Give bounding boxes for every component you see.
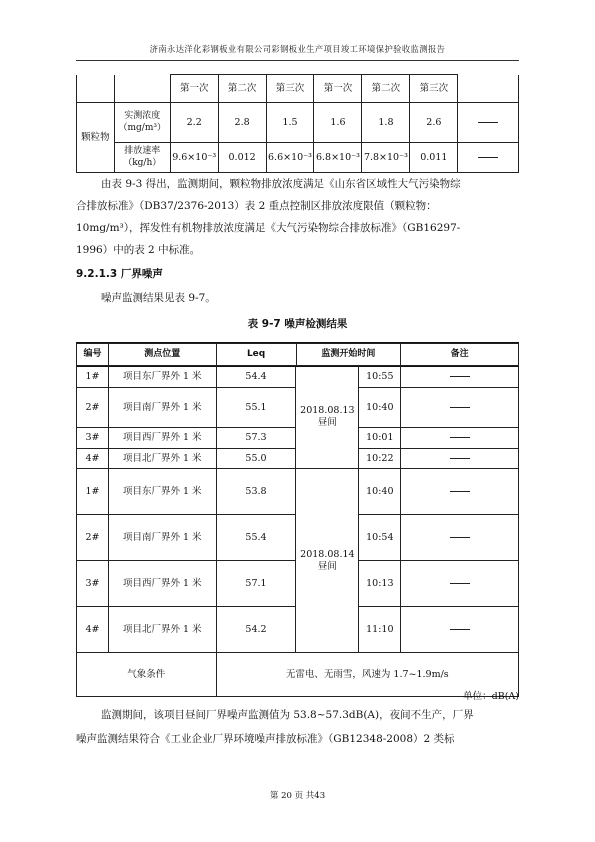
value-cell: 2.2	[170, 103, 218, 143]
col-header: 编号	[77, 344, 109, 366]
dash-cell	[401, 428, 519, 449]
noise-table	[76, 343, 519, 366]
dash-cell	[401, 388, 519, 428]
unit-label: 单位：dB(A)	[463, 691, 519, 702]
weather-value: 无雷电、无雨雪，风速为 1.7~1.9m/s	[216, 653, 518, 697]
col-header: Leq	[216, 344, 296, 366]
paragraph-line: 10mg/m³），挥发性有机物排放浓度满足《大气污染物综合排放标准》（GB16297-	[76, 222, 461, 234]
value-cell: 7.8×10⁻³	[362, 143, 410, 173]
table-cell: 4#	[77, 449, 109, 469]
table-cell: 1#	[77, 366, 109, 388]
col-header: 第三次	[410, 75, 458, 103]
value-cell: 6.6×10⁻³	[266, 143, 314, 173]
col-header: 第二次	[362, 75, 410, 103]
dash-cell	[401, 607, 519, 653]
value-cell: 2.6	[410, 103, 458, 143]
date-cell	[296, 366, 359, 469]
header-rule	[76, 60, 519, 61]
section-title: 9.2.1.3 厂界噪声	[76, 268, 163, 280]
noise-table-body	[76, 365, 519, 697]
table-cell: 项目东厂界外 1 米	[108, 469, 216, 515]
table-cell: 项目南厂界外 1 米	[108, 515, 216, 561]
col-header: 第一次	[314, 75, 362, 103]
table-cell: 3#	[77, 561, 109, 607]
category-label: 颗粒物	[77, 103, 115, 173]
blank-cell	[458, 75, 519, 103]
page-footer: 第 20 页 共43	[269, 791, 326, 801]
dash-cell	[401, 515, 519, 561]
dash-cell	[458, 143, 519, 173]
table-cell: 4#	[77, 607, 109, 653]
dash-cell	[401, 561, 519, 607]
table-cell: 57.3	[216, 428, 296, 449]
blank-cell	[114, 75, 170, 103]
value-cell: 0.012	[218, 143, 266, 173]
dash-cell	[401, 469, 519, 515]
value-cell: 9.6×10⁻³	[170, 143, 218, 173]
value-cell: 6.8×10⁻³	[314, 143, 362, 173]
date-text: 2018.08.13	[300, 405, 355, 417]
value-cell: 2.8	[218, 103, 266, 143]
table-cell: 11:10	[359, 607, 401, 653]
paragraph-line: 1996）中的表 2 中标准。	[76, 244, 201, 256]
row-label: 排放速率（kg/h）	[114, 143, 170, 173]
col-header: 备注	[401, 344, 519, 366]
paragraph-line: 监测期间，该项目昼间厂界噪声监测值为 53.8~57.3dB(A)，夜间不生产，厂界	[101, 709, 474, 721]
table-cell: 项目东厂界外 1 米	[108, 366, 216, 388]
col-header: 测点位置	[108, 344, 216, 366]
date-text: 2018.08.14	[300, 548, 355, 560]
table-cell: 项目南厂界外 1 米	[108, 388, 216, 428]
table-cell: 55.0	[216, 449, 296, 469]
table-cell: 55.4	[216, 515, 296, 561]
table-cell: 项目北厂界外 1 米	[108, 607, 216, 653]
period-text: 昼间	[317, 560, 337, 572]
table-cell: 53.8	[216, 469, 296, 515]
paragraph-line: 由表 9-3 得出，监测期间，颗粒物排放浓度满足《山东省区域性大气污染物综	[101, 178, 461, 190]
table-cell: 57.1	[216, 561, 296, 607]
page-header: 济南永达洋化彩钢板业有限公司彩钢板业生产项目竣工环境保护验收监测报告	[149, 44, 446, 54]
table-cell: 项目西厂界外 1 米	[108, 561, 216, 607]
table-cell: 10:54	[359, 515, 401, 561]
row-label: 实测浓度（mg/m³）	[114, 103, 170, 143]
table-cell: 54.2	[216, 607, 296, 653]
paragraph-line: 合排放标准》（DB37/2376-2013）表 2 重点控制区排放浓度限值（颗粒物：	[76, 200, 437, 212]
table-cell: 10:01	[359, 428, 401, 449]
col-header: 第一次	[170, 75, 218, 103]
date-cell	[296, 469, 359, 653]
table-cell: 10:13	[359, 561, 401, 607]
blank-cell	[77, 75, 115, 103]
paragraph-line: 噪声监测结果见表 9-7。	[101, 292, 216, 304]
value-cell: 1.8	[362, 103, 410, 143]
value-cell: 1.6	[314, 103, 362, 143]
table-cell: 54.4	[216, 366, 296, 388]
weather-label: 气象条件	[77, 653, 217, 697]
period-text: 昼间	[317, 417, 337, 428]
table-cell: 2#	[77, 515, 109, 561]
emission-table	[76, 74, 519, 173]
table-cell: 55.1	[216, 388, 296, 428]
table-cell: 10:40	[359, 388, 401, 428]
dash-cell	[401, 366, 519, 388]
table-cell: 10:22	[359, 449, 401, 469]
col-header: 第二次	[218, 75, 266, 103]
dash-cell	[401, 449, 519, 469]
table-cell: 项目北厂界外 1 米	[108, 449, 216, 469]
table-cell: 10:55	[359, 366, 401, 388]
table-cell: 10:40	[359, 469, 401, 515]
paragraph-line: 噪声监测结果符合《工业企业厂界环境噪声排放标准》（GB12348-2008）2 类标	[76, 733, 455, 745]
col-header: 第三次	[266, 75, 314, 103]
table-cell: 项目西厂界外 1 米	[108, 428, 216, 449]
col-header: 监测开始时间	[296, 344, 401, 366]
value-cell: 0.011	[410, 143, 458, 173]
value-cell: 1.5	[266, 103, 314, 143]
table-cell: 1#	[77, 469, 109, 515]
table-cell: 3#	[77, 428, 109, 449]
dash-cell	[458, 103, 519, 143]
table-cell: 2#	[77, 388, 109, 428]
table-caption: 表 9-7 噪声检测结果	[247, 318, 348, 330]
